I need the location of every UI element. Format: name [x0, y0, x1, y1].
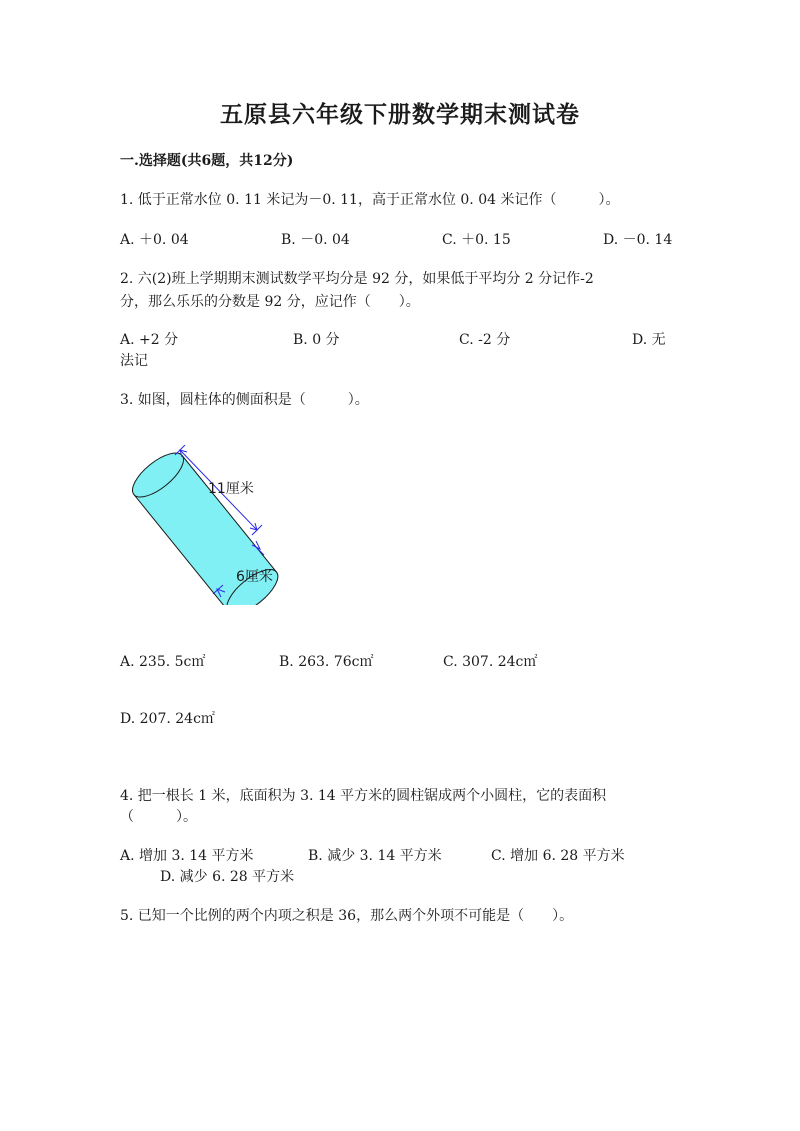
option-b: B. 0 分 — [293, 332, 340, 348]
question-stem: 4. 把一根长 1 米，底面积为 3. 14 平方米的圆柱锯成两个小圆柱，它的表面积 — [120, 788, 607, 804]
section-heading: 一.选择题(共6题，共12分) — [120, 153, 294, 169]
option-d: D. 减少 6. 28 平方米 — [160, 869, 295, 885]
question-stem: 3. 如图，圆柱体的侧面积是（ ）。 — [120, 392, 369, 408]
option-d: D. 207. 24c㎡ — [120, 711, 215, 727]
diameter-label: 6厘米 — [236, 569, 273, 585]
option-d: D. 无 — [632, 332, 666, 348]
option-d-continuation: 法记 — [120, 353, 148, 369]
option-c: C. 307. 24c㎡ — [443, 654, 538, 670]
page-title: 五原县六年级下册数学期末测试卷 — [220, 101, 580, 128]
question-stem-line-2: （ ）。 — [120, 809, 197, 825]
option-a: A. +2 分 — [120, 332, 179, 348]
cylinder-figure — [120, 445, 290, 605]
option-a: A. ＋0. 04 — [120, 232, 189, 248]
question-stem: 1. 低于正常水位 0. 11 米记为－0. 11，高于正常水位 0. 04 米记作（ ）。 — [120, 192, 620, 208]
question-stem: 5. 已知一个比例的两个内项之积是 36，那么两个外项不可能是（ ）。 — [120, 908, 574, 924]
option-b: B. 减少 3. 14 平方米 — [308, 848, 442, 864]
option-b: B. －0. 04 — [281, 232, 350, 248]
option-b: B. 263. 76c㎡ — [279, 654, 374, 670]
option-d: D. －0. 14 — [603, 232, 673, 248]
option-c: C. 增加 6. 28 平方米 — [491, 848, 625, 864]
option-c: C. -2 分 — [459, 332, 511, 348]
question-stem: 2. 六(2)班上学期期末测试数学平均分是 92 分，如果低于平均分 2 分记作-2 — [120, 271, 594, 287]
option-a: A. 235. 5c㎡ — [120, 654, 206, 670]
option-a: A. 增加 3. 14 平方米 — [120, 848, 254, 864]
length-label: 11厘米 — [208, 481, 254, 497]
question-stem-line-2: 分，那么乐乐的分数是 92 分，应记作（ ）。 — [120, 294, 420, 310]
option-c: C. ＋0. 15 — [442, 232, 511, 248]
